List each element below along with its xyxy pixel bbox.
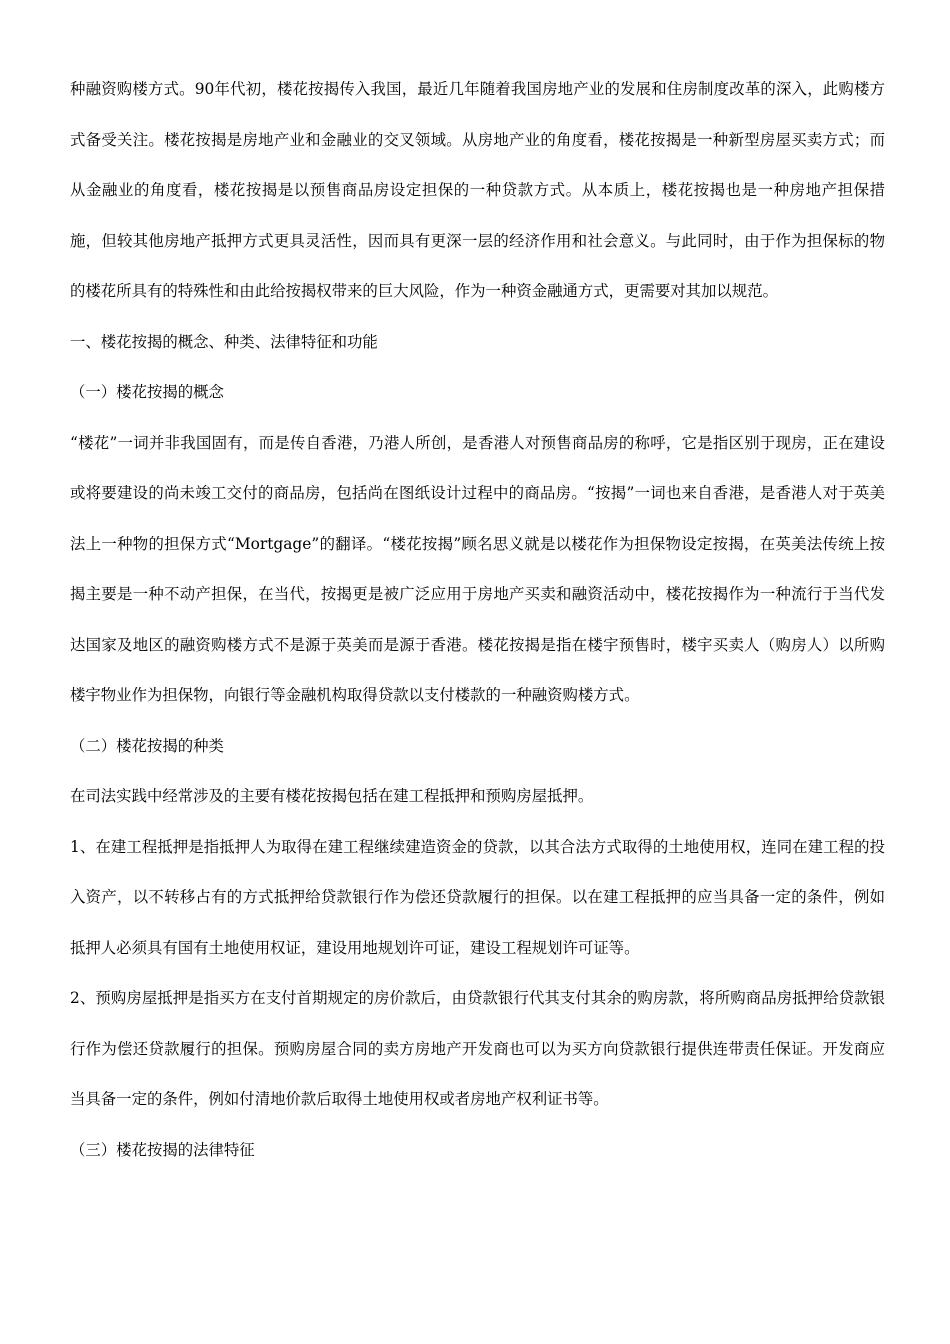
- type-2-paragraph: 2、预购房屋抵押是指买方在支付首期规定的房价款后，由贷款银行代其支付其余的购房款，将所购商品房抵押给贷款银行作为偿还贷款履行的担保。预购房屋合同的卖方房地产开发商也可以为买方向贷款银行提供连带责任保证。开发商应当具备一定的条件，例如付清地价款后取得土地使用权或者房地产权利证书等。: [70, 989, 885, 1108]
- subsection-heading-concept: （一）楼花按揭的概念: [70, 383, 224, 401]
- type-1-paragraph: 1、在建工程抵押是指抵押人为取得在建工程继续建造资金的贷款，以其合法方式取得的土地使用权，连同在建工程的投入资产，以不转移占有的方式抵押给贷款银行作为偿还贷款履行的担保。以在建工程抵押的应当具备一定的条件，例如抵押人必须具有国有土地使用权证，建设用地规划许可证，建设工程规划许可证等。: [70, 837, 885, 957]
- section-heading-1: 一、楼花按揭的概念、种类、法律特征和功能: [70, 332, 378, 351]
- subsection-heading-legal-features: （三）楼花按揭的法律特征: [70, 1140, 255, 1159]
- document-page: [70, 64, 885, 1175]
- types-intro-paragraph: 在司法实践中经常涉及的主要有楼花按揭包括在建工程抵押和预购房屋抵押。: [70, 787, 594, 805]
- intro-paragraph: 种融资购楼方式。90年代初，楼花按揭传入我国，最近几年随着我国房地产业的发展和住房制度改革的深入，此购楼方式备受关注。楼花按揭是房地产业和金融业的交叉领域。从房地产业的角度看，楼花按揭是一种新型房屋买卖方式；而从金融业的角度看，楼花按揭是以预售商品房设定担保的一种贷款方式。从本质上，楼花按揭也是一种房地产担保措施，但较其他房地产抵押方式更具灵活性，因而具有更深一层的经济作用和社会意义。与此同时，由于作为担保标的物的楼花所具有的特殊性和由此给按揭权带来的巨大风险，作为一种资金融通方式，更需要对其加以规范。: [70, 80, 885, 300]
- concept-paragraph: “楼花”一词并非我国固有，而是传自香港，乃港人所创，是香港人对预售商品房的称呼，它是指区别于现房，正在建设或将要建设的尚未竣工交付的商品房，包括尚在图纸设计过程中的商品房。“按揭”一词也来自香港，是香港人对于英美法上一种物的担保方式“Mortgage”的翻译。“楼花按揭”顾名思义就是以楼花作为担保物设定按揭，在英美法传统上按揭主要是一种不动产担保，在当代，按揭更是被广泛应用于房地产买卖和融资活动中，楼花按揭作为一种流行于当代发达国家及地区的融资购楼方式不是源于英美而是源于香港。楼花按揭是指在楼宇预售时，楼宇买卖人（购房人）以所购楼宇物业作为担保物，向银行等金融机构取得贷款以支付楼款的一种融资购楼方式。: [70, 433, 885, 704]
- subsection-heading-types: （二）楼花按揭的种类: [70, 736, 224, 755]
